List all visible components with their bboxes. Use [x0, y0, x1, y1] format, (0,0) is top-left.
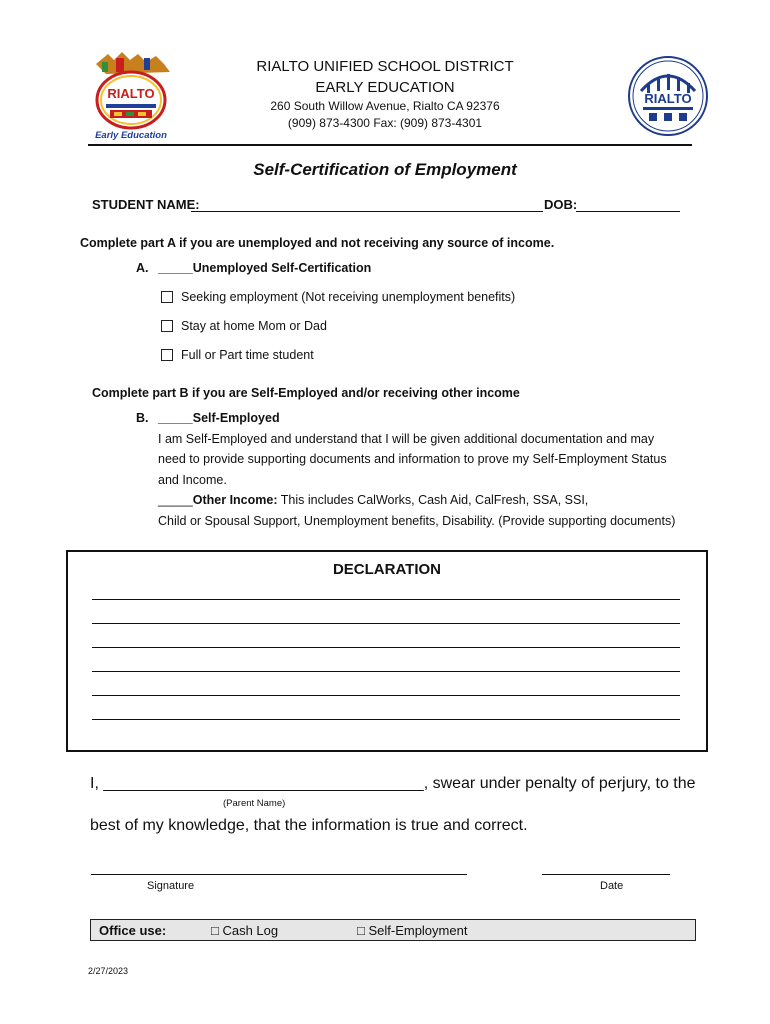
student-name-field[interactable]: [191, 197, 543, 212]
student-name-label: STUDENT NAME:: [92, 197, 200, 212]
right-logo-text: RIALTO: [644, 91, 692, 106]
other-income-text: This includes CalWorks, Cash Aid, CalFresh, SSA, SSI,: [277, 493, 589, 507]
other-income-text-line-2: Child or Spousal Support, Unemployment benefits, Disability. (Provide supporting documents): [158, 514, 676, 528]
dob-label: DOB:: [544, 197, 578, 212]
parent-name-caption: (Parent Name): [223, 798, 286, 809]
declaration-line[interactable]: [92, 671, 680, 672]
part-b-intro: Complete part B if you are Self-Employed and/or receiving other income: [92, 386, 520, 400]
other-income-line: [158, 493, 588, 507]
option-stay-at-home[interactable]: [161, 319, 327, 333]
left-logo-text: RIALTO: [107, 86, 155, 101]
signature-field[interactable]: [91, 874, 467, 875]
declaration-box: [66, 550, 708, 752]
declaration-line[interactable]: [92, 599, 680, 600]
oath-prefix: I,: [90, 775, 99, 792]
form-title: Self-Certification of Employment: [253, 160, 517, 179]
cash-log-option[interactable]: □ Cash Log: [211, 922, 279, 938]
district-phone-fax: (909) 873-4300 Fax: (909) 873-4301: [287, 116, 483, 130]
rialto-district-seal: [627, 55, 709, 137]
oath-line-2: best of my knowledge, that the information is true and correct.: [90, 817, 528, 834]
self-employment-option[interactable]: □ Self-Employment: [357, 922, 468, 938]
part-a-intro: Complete part A if you are unemployed and not receiving any source of income.: [80, 236, 555, 250]
checkbox-icon[interactable]: [161, 320, 173, 332]
option-label: Full or Part time student: [181, 348, 314, 362]
part-b-text-line-1: I am Self-Employed and understand that I will be given additional documentation and may: [158, 432, 655, 446]
date-field[interactable]: [542, 874, 670, 875]
office-use-label: Office use:: [99, 922, 167, 938]
declaration-line[interactable]: [92, 695, 680, 696]
part-b-text-line-3: and Income.: [158, 473, 227, 487]
declaration-line[interactable]: [92, 719, 680, 720]
option-student[interactable]: [161, 348, 314, 362]
other-income-label: Other Income:: [192, 493, 278, 507]
department-name: EARLY EDUCATION: [315, 79, 455, 96]
checkbox-icon[interactable]: [161, 291, 173, 303]
date-label: Date: [600, 880, 624, 892]
office-use-bar: [90, 919, 696, 941]
oath-suffix: , swear under penalty of perjury, to the: [423, 775, 696, 792]
dob-field[interactable]: [576, 197, 680, 212]
checkbox-icon[interactable]: [161, 349, 173, 361]
option-label: Stay at home Mom or Dad: [181, 319, 327, 333]
part-b-letter: B.: [136, 411, 149, 425]
oath-line-1: [90, 775, 696, 793]
declaration-line[interactable]: [92, 647, 680, 648]
part-b-heading: _____Self-Employed: [158, 411, 280, 425]
part-a-heading: _____Unemployed Self-Certification: [158, 261, 372, 275]
part-a-letter: A.: [136, 261, 149, 275]
left-logo-caption: Early Education: [95, 130, 167, 141]
district-name: RIALTO UNIFIED SCHOOL DISTRICT: [256, 58, 514, 75]
signature-label: Signature: [147, 880, 195, 892]
option-seeking-employment[interactable]: [161, 290, 515, 304]
form-revision-date: 2/27/2023: [88, 966, 129, 976]
other-income-blank: _____: [158, 493, 193, 507]
option-label: Seeking employment (Not receiving unemployment benefits): [181, 290, 516, 304]
declaration-title: DECLARATION: [332, 561, 442, 578]
part-b-text-line-2: need to provide supporting documents and information to prove my Self-Employment Status: [158, 452, 667, 466]
header-divider: [88, 144, 692, 146]
district-address: 260 South Willow Avenue, Rialto CA 92376: [270, 99, 500, 113]
declaration-line[interactable]: [92, 623, 680, 624]
parent-name-field[interactable]: ____________________________________: [103, 775, 424, 792]
